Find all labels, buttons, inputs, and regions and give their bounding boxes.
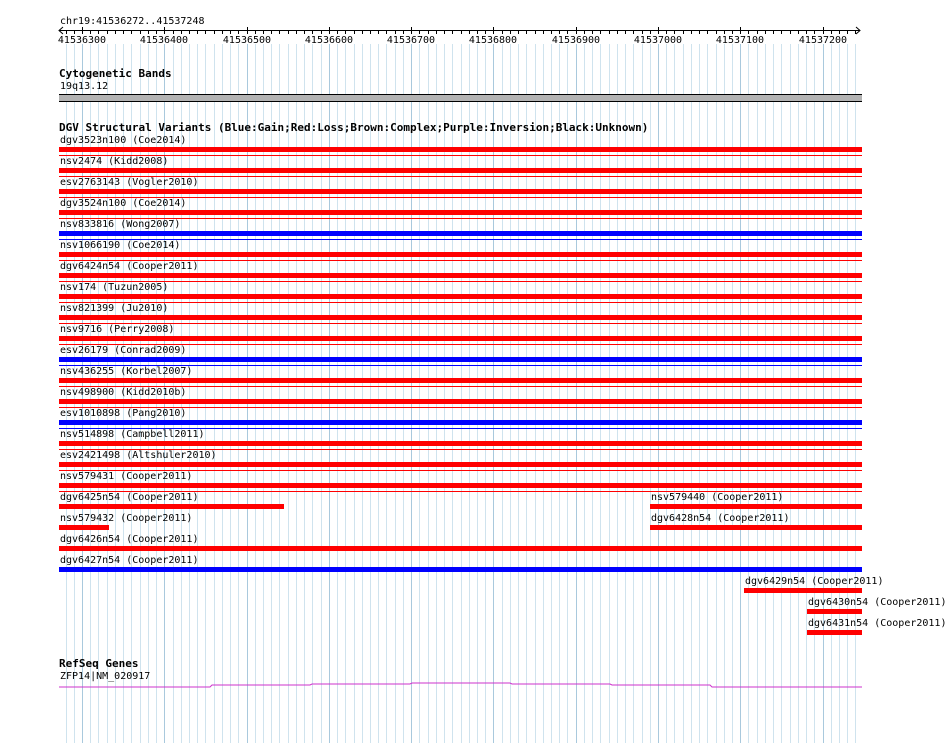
variant-feature-loss[interactable] xyxy=(59,399,862,404)
dgv-track-title: DGV Structural Variants (Blue:Gain;Red:Loss;Brown:Complex;Purple:Inversion;Black:Unknown) xyxy=(59,121,649,134)
variant-label: esv1010898 (Pang2010) xyxy=(60,408,187,419)
variant-feature-loss[interactable] xyxy=(59,546,862,551)
variant-label: nsv2474 (Kidd2008) xyxy=(60,156,169,167)
ruler-tick-label: 41537200 xyxy=(798,35,848,46)
ruler-tick-label: 41536400 xyxy=(139,35,189,46)
variant-label: nsv9716 (Perry2008) xyxy=(60,324,175,335)
variant-label: nsv1066190 (Coe2014) xyxy=(60,240,181,251)
cytoband-feature[interactable] xyxy=(59,94,862,102)
cytoband-track-title: Cytogenetic Bands xyxy=(59,67,172,80)
variant-label: dgv6428n54 (Cooper2011) xyxy=(651,513,790,524)
variant-feature-loss[interactable] xyxy=(59,378,862,383)
ruler-tick-label: 41536300 xyxy=(57,35,107,46)
variant-label: nsv833816 (Wong2007) xyxy=(60,219,181,230)
ruler-tick-label: 41537000 xyxy=(633,35,683,46)
ruler-tick-label: 41536900 xyxy=(551,35,601,46)
variant-feature-loss[interactable] xyxy=(59,252,862,257)
variant-label: nsv174 (Tuzun2005) xyxy=(60,282,169,293)
variant-feature-gain[interactable] xyxy=(59,420,862,425)
variant-label: dgv6429n54 (Cooper2011) xyxy=(745,576,884,587)
variant-label: dgv3524n100 (Coe2014) xyxy=(60,198,187,209)
variant-feature-gain[interactable] xyxy=(59,231,862,236)
variant-feature-loss[interactable] xyxy=(807,609,862,614)
variant-feature-gain[interactable] xyxy=(59,357,862,362)
variant-feature-loss[interactable] xyxy=(744,588,862,593)
variant-label: dgv6424n54 (Cooper2011) xyxy=(60,261,199,272)
variant-feature-loss[interactable] xyxy=(59,210,862,215)
variant-label: dgv6426n54 (Cooper2011) xyxy=(60,534,199,545)
variant-label: esv2763143 (Vogler2010) xyxy=(60,177,199,188)
variant-connector xyxy=(59,155,862,156)
variant-label: nsv579432 (Cooper2011) xyxy=(60,513,193,524)
ruler-tick-label: 41536600 xyxy=(304,35,354,46)
variant-label: nsv579431 (Cooper2011) xyxy=(60,471,193,482)
variant-feature-loss[interactable] xyxy=(59,147,862,152)
variant-connector xyxy=(59,281,862,282)
variant-feature-loss[interactable] xyxy=(59,525,109,530)
variant-label: dgv6425n54 (Cooper2011) xyxy=(60,492,199,503)
variant-label: esv26179 (Conrad2009) xyxy=(60,345,187,356)
variant-label: nsv436255 (Korbel2007) xyxy=(60,366,193,377)
ruler-tick-label: 41536700 xyxy=(386,35,436,46)
variant-label: nsv579440 (Cooper2011) xyxy=(651,492,784,503)
variant-label: nsv498900 (Kidd2010b) xyxy=(60,387,187,398)
variant-label: dgv3523n100 (Coe2014) xyxy=(60,135,187,146)
variant-feature-loss[interactable] xyxy=(59,483,862,488)
variant-feature-loss[interactable] xyxy=(59,189,862,194)
refseq-track-title: RefSeq Genes xyxy=(59,657,139,670)
variant-feature-loss[interactable] xyxy=(650,504,862,509)
variant-feature-loss[interactable] xyxy=(59,315,862,320)
variant-label: dgv6431n54 (Cooper2011) xyxy=(808,618,946,629)
variant-feature-gain[interactable] xyxy=(59,567,862,572)
variant-feature-loss[interactable] xyxy=(59,504,284,509)
variant-feature-loss[interactable] xyxy=(59,168,862,173)
ruler-tick-label: 41537100 xyxy=(715,35,765,46)
variant-connector xyxy=(59,323,862,324)
variant-feature-loss[interactable] xyxy=(59,462,862,467)
variant-label: nsv514898 (Campbell2011) xyxy=(60,429,205,440)
gene-label: ZFP14|NM_020917 xyxy=(60,671,151,682)
variant-label: esv2421498 (Altshuler2010) xyxy=(60,450,217,461)
cytoband-label: 19q13.12 xyxy=(60,81,109,92)
variant-feature-loss[interactable] xyxy=(59,273,862,278)
variant-label: dgv6427n54 (Cooper2011) xyxy=(60,555,199,566)
variant-feature-loss[interactable] xyxy=(59,294,862,299)
variant-feature-loss[interactable] xyxy=(59,336,862,341)
variant-feature-loss[interactable] xyxy=(650,525,862,530)
ruler-range-label: chr19:41536272..41537248 xyxy=(60,16,205,27)
variant-connector xyxy=(59,302,862,303)
variant-label: dgv6430n54 (Cooper2011) xyxy=(808,597,946,608)
variant-feature-loss[interactable] xyxy=(807,630,862,635)
ruler-tick-label: 41536500 xyxy=(222,35,272,46)
variant-label: nsv821399 (Ju2010) xyxy=(60,303,169,314)
ruler-tick-label: 41536800 xyxy=(468,35,518,46)
variant-feature-loss[interactable] xyxy=(59,441,862,446)
gene-feature[interactable] xyxy=(0,678,890,692)
